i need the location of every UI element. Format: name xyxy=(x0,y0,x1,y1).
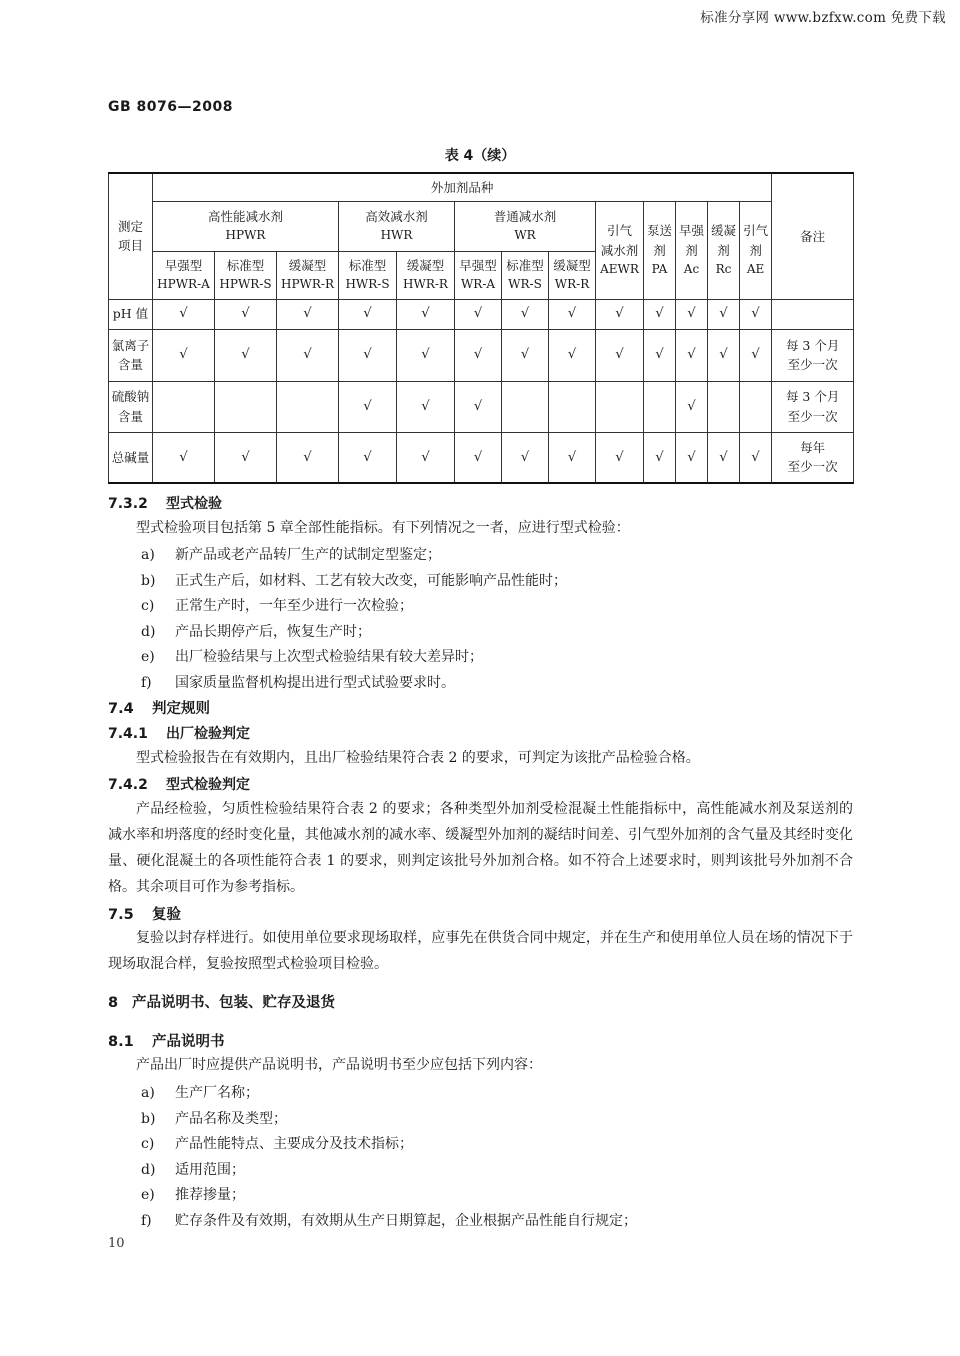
check-cell xyxy=(708,299,740,329)
list-item xyxy=(141,646,483,666)
list-item-text: 贮存条件及有效期，有效期从生产日期算起，企业根据产品性能自行规定； xyxy=(175,1213,637,1229)
list-item-label: d) xyxy=(141,1161,156,1178)
paragraph-7-5: 复验以封存样进行。如使用单位要求现场取样，应事先在供货合同中规定，并在生产和使用单位人员在场的情况下于现场取混合样，复验按照型式检验项目检验。 xyxy=(108,930,853,972)
check-mark-icon: √ xyxy=(303,306,312,322)
list-item-label: f) xyxy=(141,675,152,691)
check-mark-icon: √ xyxy=(473,398,483,414)
heading-7-4: 7.4 判定规则 xyxy=(108,701,210,717)
list-item-text: 正常生产时，一年至少进行一次检验； xyxy=(175,598,413,615)
check-cell xyxy=(502,381,549,432)
check-cell xyxy=(455,329,502,381)
group-title: 外加剂品种 xyxy=(153,173,772,201)
check-mark-icon: √ xyxy=(363,398,372,414)
family-wr: 普通减水剂 WR xyxy=(455,201,596,251)
check-mark-icon: √ xyxy=(473,306,483,322)
check-mark-icon: √ xyxy=(655,306,664,322)
check-cell xyxy=(644,329,676,381)
table-caption: 表 4（续） xyxy=(444,148,516,164)
list-item-text: 生产厂名称； xyxy=(175,1085,259,1101)
check-cell xyxy=(502,329,549,381)
list-item xyxy=(141,1082,259,1102)
check-cell xyxy=(708,329,740,381)
check-mark-icon: √ xyxy=(241,449,250,465)
check-cell xyxy=(502,299,549,329)
remarks-header: 备注 xyxy=(772,173,854,299)
check-cell xyxy=(740,299,772,329)
inspection-table xyxy=(108,172,854,484)
check-cell xyxy=(455,299,502,329)
subtype-hpwr-r: 缓凝型 HPWR-R xyxy=(277,251,339,299)
list-item-label: f) xyxy=(141,1213,152,1229)
table-row xyxy=(109,381,854,432)
check-mark-icon: √ xyxy=(179,306,188,322)
paragraph-8-1-intro: 产品出厂时应提供产品说明书，产品说明书至少应包括下列内容： xyxy=(136,1057,542,1073)
check-cell xyxy=(153,299,215,329)
check-mark-icon: √ xyxy=(473,449,483,465)
check-cell xyxy=(215,329,277,381)
check-mark-icon: √ xyxy=(520,306,530,322)
list-item xyxy=(141,1133,413,1153)
single-ae: 引气 剂 AE xyxy=(740,201,772,299)
subtype-wr-s: 标准型 WR-S xyxy=(502,251,549,299)
watermark: 标准分享网 www.bzfxw.com 免费下载 xyxy=(700,10,946,26)
single-pa: 泵送 剂 PA xyxy=(644,201,676,299)
check-mark-icon: √ xyxy=(520,347,530,363)
list-item xyxy=(141,672,455,692)
family-hpwr: 高性能减水剂 HPWR xyxy=(153,201,339,251)
check-cell xyxy=(596,299,644,329)
list-item-label: c) xyxy=(141,598,155,615)
check-cell xyxy=(339,299,397,329)
subtype-hpwr-a: 早强型 HPWR-A xyxy=(153,251,215,299)
check-cell xyxy=(644,299,676,329)
single-ac: 早强 剂 Ac xyxy=(676,201,708,299)
check-mark-icon: √ xyxy=(303,347,312,363)
check-cell xyxy=(676,381,708,432)
single-rc: 缓凝 剂 Rc xyxy=(708,201,740,299)
check-cell xyxy=(676,329,708,381)
check-mark-icon: √ xyxy=(363,306,372,322)
check-mark-icon: √ xyxy=(520,449,530,465)
list-item-text: 出厂检验结果与上次型式检验结果有较大差异时； xyxy=(175,649,483,666)
list-item-text: 产品长期停产后，恢复生产时； xyxy=(175,623,371,640)
check-mark-icon: √ xyxy=(655,347,664,363)
heading-7-3-2: 7.3.2 型式检验 xyxy=(108,496,222,512)
row-item-name: 氯离子 含量 xyxy=(109,329,153,381)
check-cell xyxy=(549,432,596,483)
list-item-label: b) xyxy=(141,1110,156,1127)
check-mark-icon: √ xyxy=(719,347,728,363)
list-item xyxy=(141,621,371,641)
list-item-text: 正式生产后，如材料、工艺有较大改变，可能影响产品性能时； xyxy=(175,572,567,589)
check-cell xyxy=(644,381,676,432)
check-cell xyxy=(596,329,644,381)
list-item-text: 推荐掺量； xyxy=(175,1187,245,1204)
check-mark-icon: √ xyxy=(719,306,728,322)
page-number: 10 xyxy=(108,1236,125,1251)
heading-7-4-2: 7.4.2 型式检验判定 xyxy=(108,777,250,793)
check-cell xyxy=(740,381,772,432)
check-mark-icon: √ xyxy=(567,347,577,363)
check-cell xyxy=(397,329,455,381)
check-cell xyxy=(215,381,277,432)
check-mark-icon: √ xyxy=(363,449,372,465)
check-cell xyxy=(549,329,596,381)
check-cell xyxy=(277,432,339,483)
heading-7-5: 7.5 复验 xyxy=(108,907,181,923)
heading-7-4-1: 7.4.1 出厂检验判定 xyxy=(108,726,250,742)
list-item-label: b) xyxy=(141,572,156,589)
list-item-text: 国家质量监督机构提出进行型式试验要求时。 xyxy=(175,675,455,691)
check-cell xyxy=(455,432,502,483)
check-mark-icon: √ xyxy=(719,449,728,465)
check-mark-icon: √ xyxy=(687,449,696,465)
check-cell xyxy=(740,329,772,381)
list-item xyxy=(141,595,413,615)
check-cell xyxy=(644,432,676,483)
subtype-wr-r: 缓凝型 WR-R xyxy=(549,251,596,299)
row-item-name: pH 值 xyxy=(109,299,153,329)
check-mark-icon: √ xyxy=(567,306,577,322)
single-aewr: 引气 减水剂 AEWR xyxy=(596,201,644,299)
check-cell xyxy=(502,432,549,483)
list-item xyxy=(141,570,567,590)
check-cell xyxy=(676,432,708,483)
paragraph-7-4-1: 型式检验报告在有效期内，且出厂检验结果符合表 2 的要求，可判定为该批产品检验合格。 xyxy=(136,750,700,766)
row-remarks xyxy=(772,299,854,329)
check-cell xyxy=(277,329,339,381)
check-cell xyxy=(596,381,644,432)
check-cell xyxy=(596,432,644,483)
table-row xyxy=(109,432,854,483)
check-mark-icon: √ xyxy=(179,347,188,363)
subtype-hpwr-s: 标准型 HPWR-S xyxy=(215,251,277,299)
family-hwr: 高效减水剂 HWR xyxy=(339,201,455,251)
check-mark-icon: √ xyxy=(615,306,624,322)
check-mark-icon: √ xyxy=(473,347,483,363)
paragraph-7-3-2-intro: 型式检验项目包括第 5 章全部性能指标。有下列情况之一者，应进行型式检验： xyxy=(136,520,630,536)
check-mark-icon: √ xyxy=(421,449,430,465)
list-item-label: e) xyxy=(141,649,155,666)
check-cell xyxy=(397,299,455,329)
check-cell xyxy=(708,381,740,432)
check-mark-icon: √ xyxy=(751,449,760,465)
check-cell xyxy=(153,329,215,381)
check-mark-icon: √ xyxy=(303,449,312,465)
check-mark-icon: √ xyxy=(615,347,624,363)
check-mark-icon: √ xyxy=(363,347,372,363)
row-item-name: 硫酸钠 含量 xyxy=(109,381,153,432)
check-cell xyxy=(339,432,397,483)
subtype-hwr-r: 缓凝型 HWR-R xyxy=(397,251,455,299)
check-mark-icon: √ xyxy=(421,347,430,363)
table-row xyxy=(109,329,854,381)
list-item-text: 产品名称及类型； xyxy=(175,1110,287,1127)
check-mark-icon: √ xyxy=(687,347,696,363)
check-mark-icon: √ xyxy=(751,306,760,322)
check-cell xyxy=(549,299,596,329)
row-remarks: 每年 至少一次 xyxy=(772,432,854,483)
check-cell xyxy=(708,432,740,483)
check-cell xyxy=(397,381,455,432)
row-remarks: 每 3 个月 至少一次 xyxy=(772,381,854,432)
check-mark-icon: √ xyxy=(241,306,250,322)
check-cell xyxy=(277,381,339,432)
table-row xyxy=(109,299,854,329)
check-cell xyxy=(549,381,596,432)
list-item-label: c) xyxy=(141,1136,155,1153)
check-cell xyxy=(455,381,502,432)
row-remarks: 每 3 个月 至少一次 xyxy=(772,329,854,381)
check-mark-icon: √ xyxy=(241,347,250,363)
list-item-label: a) xyxy=(141,1085,155,1101)
check-mark-icon: √ xyxy=(687,306,696,322)
check-cell xyxy=(740,432,772,483)
document-id: GB 8076—2008 xyxy=(108,99,233,115)
list-item-text: 适用范围； xyxy=(175,1161,245,1178)
check-cell xyxy=(339,381,397,432)
check-mark-icon: √ xyxy=(655,449,664,465)
list-item-text: 新产品或老产品转厂生产的试制定型鉴定； xyxy=(175,547,441,563)
list-item xyxy=(141,544,441,564)
check-cell xyxy=(215,432,277,483)
list-item xyxy=(141,1108,287,1128)
check-mark-icon: √ xyxy=(615,449,624,465)
subtype-hwr-s: 标准型 HWR-S xyxy=(339,251,397,299)
row-item-name: 总碱量 xyxy=(109,432,153,483)
check-cell xyxy=(277,299,339,329)
list-item-text: 产品性能特点、主要成分及技术指标； xyxy=(175,1136,413,1153)
check-mark-icon: √ xyxy=(687,398,696,414)
check-cell xyxy=(215,299,277,329)
check-cell xyxy=(153,381,215,432)
item-column-header: 测定 项目 xyxy=(109,173,153,299)
check-cell xyxy=(676,299,708,329)
check-mark-icon: √ xyxy=(421,306,430,322)
subtype-wr-a: 早强型 WR-A xyxy=(455,251,502,299)
list-item xyxy=(141,1210,637,1230)
heading-8: 8 产品说明书、包装、贮存及退货 xyxy=(108,995,335,1011)
check-mark-icon: √ xyxy=(421,398,430,414)
list-item-label: d) xyxy=(141,623,156,640)
check-mark-icon: √ xyxy=(751,347,760,363)
heading-8-1: 8.1 产品说明书 xyxy=(108,1034,225,1050)
check-cell xyxy=(339,329,397,381)
check-cell xyxy=(153,432,215,483)
list-item-label: e) xyxy=(141,1187,155,1204)
paragraph-7-4-2: 产品经检验，匀质性检验结果符合表 2 的要求；各种类型外加剂受检混凝土性能指标中，高性能减水剂及泵送剂的减水率和坍落度的经时变化量，其他减水剂的减水率、缓凝型外加剂的凝结时间差、引气型外加剂的含气量及其经时变化量、硬化混凝土的各项性能符合表 1 的要求，则判定该批号外加剂合格。如不符合上述要求时，则判该批号外加剂不合格。其余项目可作为参考指标。 xyxy=(108,801,853,895)
list-item xyxy=(141,1184,245,1204)
list-item xyxy=(141,1159,245,1179)
check-mark-icon: √ xyxy=(179,449,188,465)
check-cell xyxy=(397,432,455,483)
list-item-label: a) xyxy=(141,547,155,563)
check-mark-icon: √ xyxy=(567,449,577,465)
